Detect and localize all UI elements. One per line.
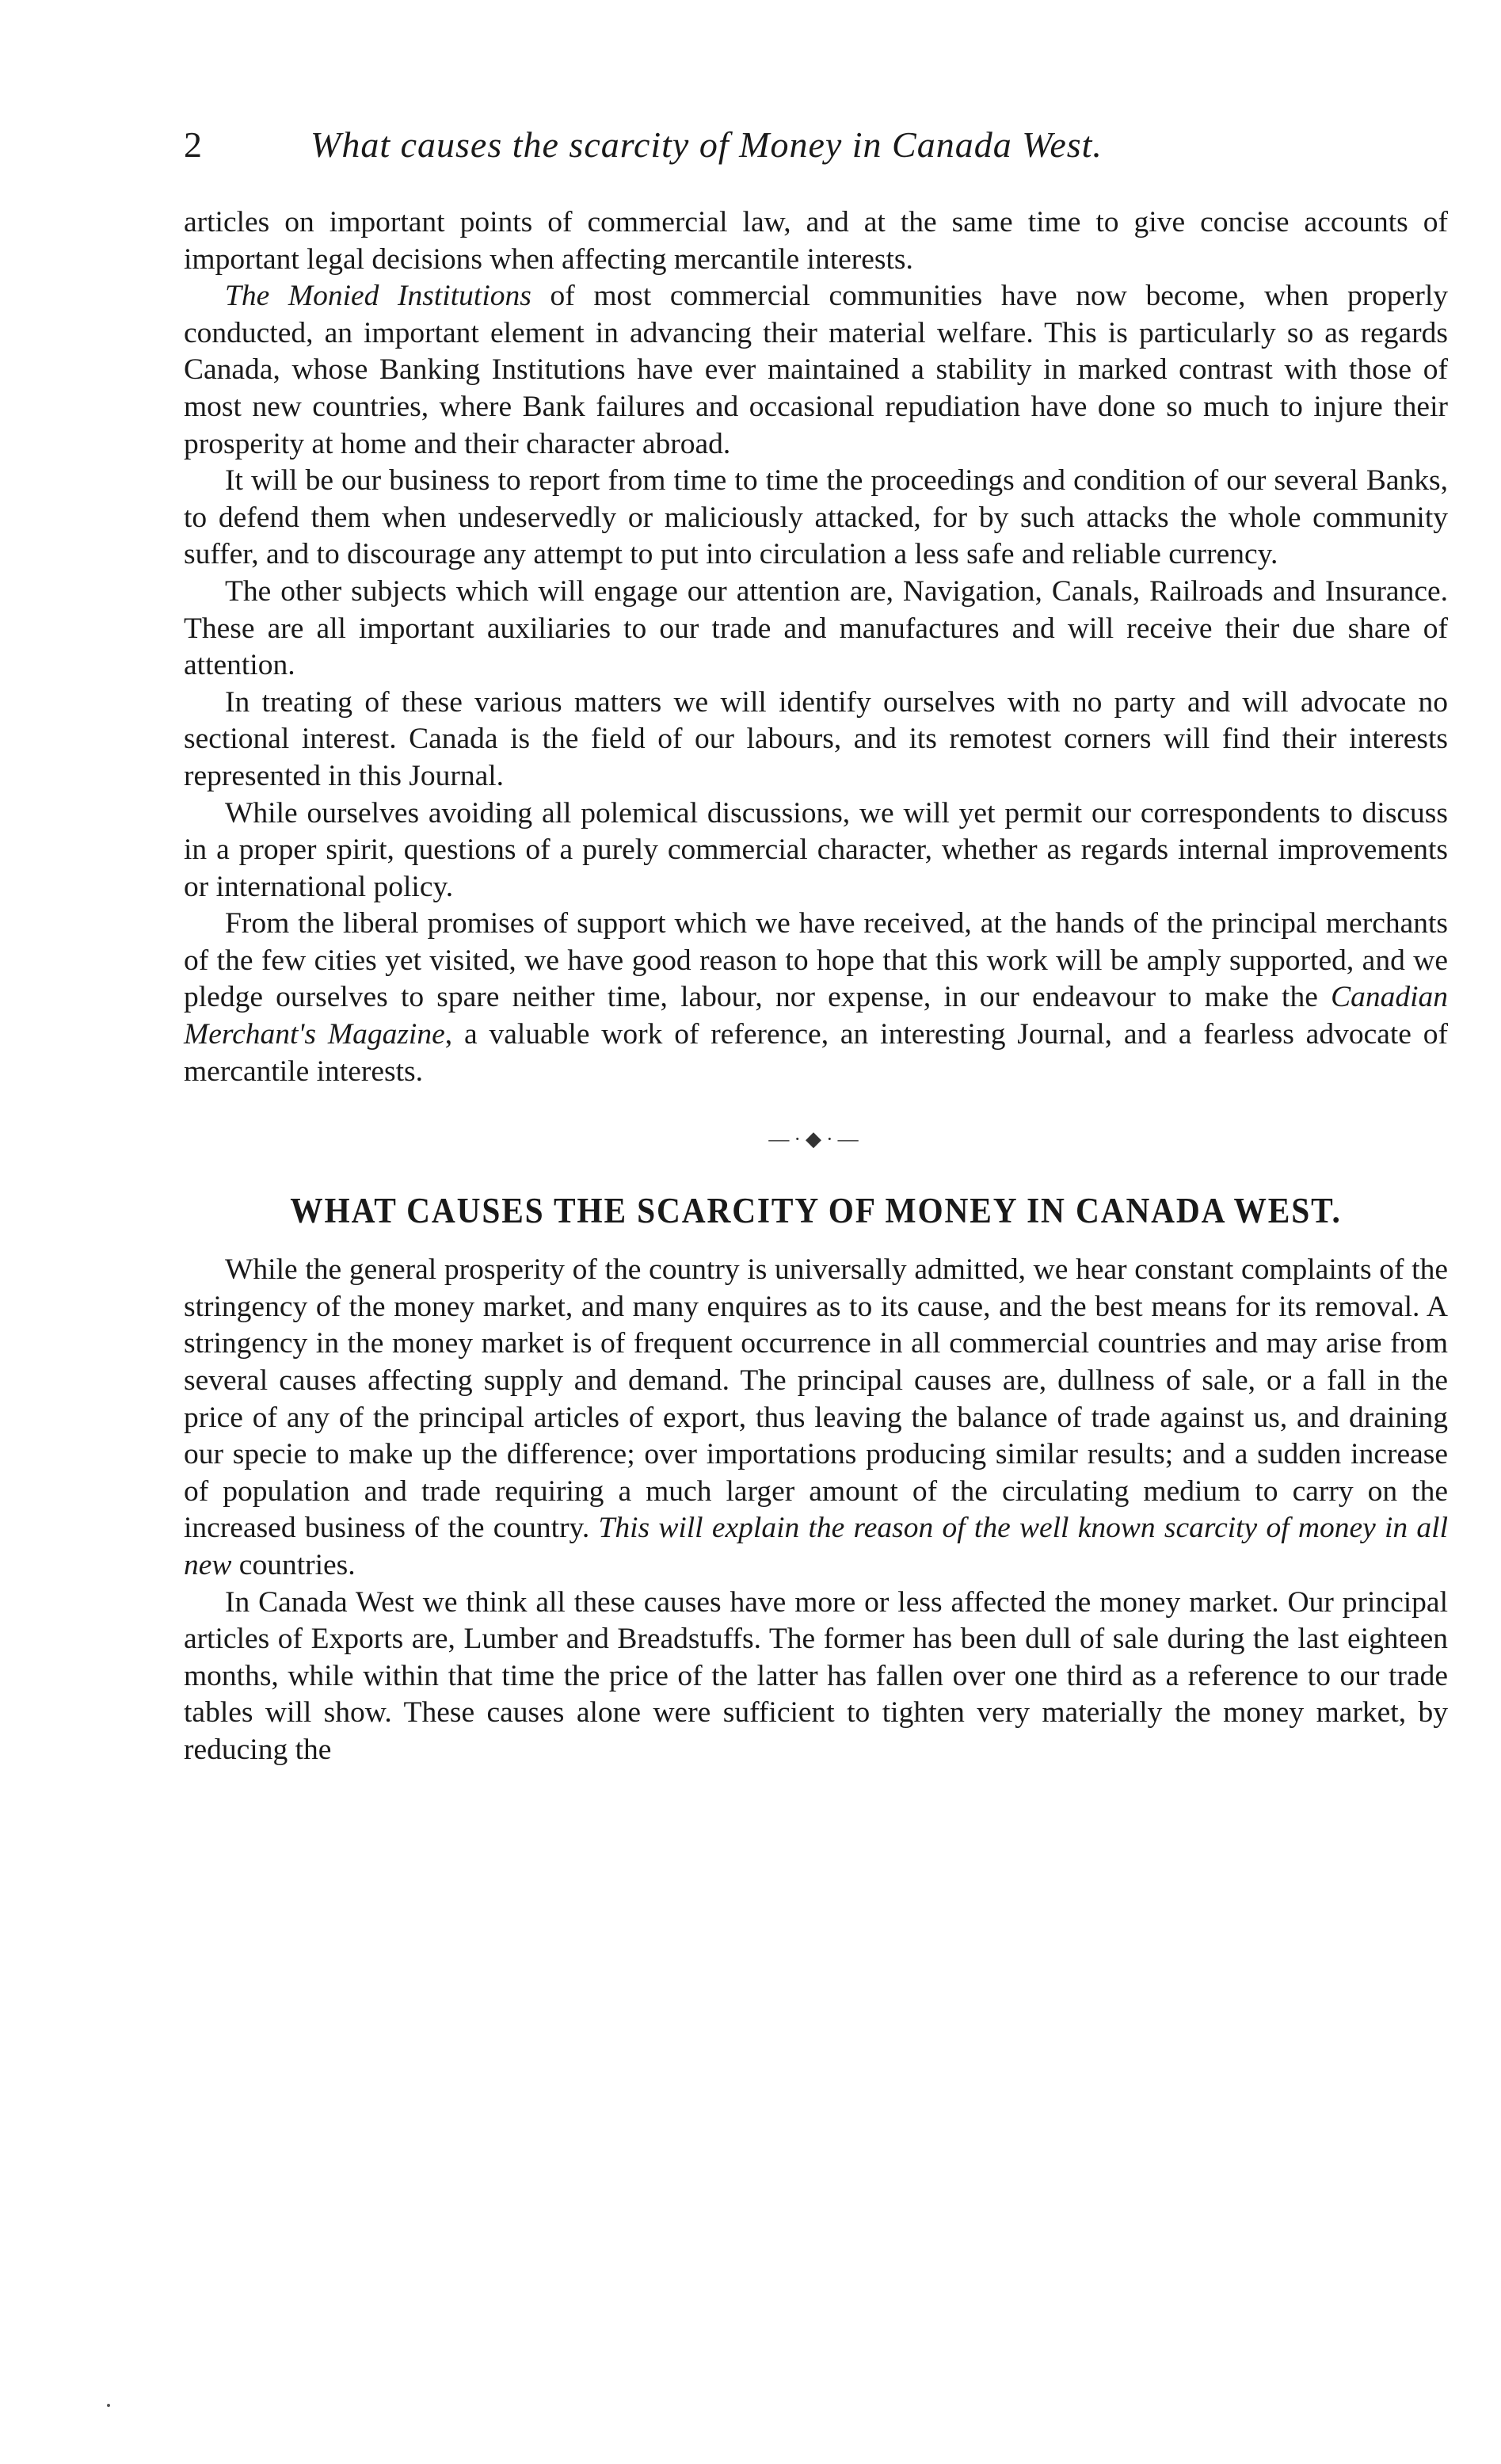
page-number: 2: [184, 124, 202, 165]
page: [184, 117, 1448, 1769]
italic-phrase: This will explain the reason of the well known scarcity of money in all new: [184, 1512, 1448, 1581]
intro-section: [184, 204, 1448, 1090]
section-divider-ornament: —·◆·—: [768, 1127, 863, 1151]
paragraph: [184, 906, 1448, 1090]
running-title: What causes the scarcity of Money in Canada West.: [310, 124, 1103, 165]
paragraph: In treating of these various matters we will identify ourselves with no party and will advocate no sectional interest. Canada is the field of our labours, and its remotest corners will find their interests represented in this Journal.: [184, 685, 1448, 792]
paragraph-text: , a valuable work of reference, an interesting Journal, and a fearless advocate of mercantile interests.: [184, 1018, 1449, 1088]
stray-ink-mark: [107, 2404, 110, 2407]
paragraph: [184, 1252, 1448, 1584]
paragraph-text: of most commercial communities have now become, when properly conducted, an important element in advancing their material welfare. This is particularly so as regards Canada, whose Banking Institutions have ever maintained a stability in marked contrast with those of most new countries, where Bank failures and occasional repudiation have done so much to injure their prosperity at home and their character abroad.: [184, 280, 1448, 460]
paragraph: The other subjects which will engage our attention are, Navigation, Canals, Railroads and Insurance. These are all important auxiliaries to our trade and manufactures and will receive their due share of attention.: [184, 574, 1448, 682]
paragraph-text: While the general prosperity of the country is universally admitted, we hear constant complaints of the stringency of the money market, and many enquires as to its cause, and the best means for its removal. A stringency in the money market is of frequent occurrence in all commercial countries and may arise from several causes affecting supply and demand. The principal causes are, dullness of sale, or a fall in the price of any of the principal articles of export, thus leaving the balance of trade against us, and draining our specie to make up the difference; over importations producing similar results; and a sudden increase of population and trade requiring a much larger amount of the circulating medium to carry on the increased business of the country.: [184, 1253, 1448, 1545]
paragraph: articles on important points of commercial law, and at the same time to give concise accounts of important legal decisions when affecting mercantile interests.: [184, 206, 1448, 276]
paragraph: It will be our business to report from time to time the proceedings and condition of our several Banks, to defend them when undeservedly or maliciously attacked, for by such attacks the whole community suffer, and to discourage any attempt to put into circulation a less safe and reliable currency.: [184, 464, 1448, 571]
paragraph: In Canada West we think all these causes have more or less affected the money market. Our principal articles of Exports are, Lumber and Breadstuffs. The former has been dull of sale during the last eighteen months, while within that time the price of the latter has fallen over one third as a reference to our trade tables will show. These causes alone were sufficient to tighten very materially the money market, by reducing the: [184, 1585, 1448, 1766]
article-body: [184, 1252, 1448, 1768]
article-heading: WHAT CAUSES THE SCARCITY OF MONEY IN CANADA WEST.: [290, 1191, 1342, 1231]
paragraph-text: From the liberal promises of support which we have received, at the hands of the principal merchants of the few cities yet visited, we have good reason to hope that this work will be amply supported, and we pledge ourselves to spare neither time, labour, nor expense, in our endeavour to make the: [184, 907, 1448, 1014]
running-head: [184, 117, 1448, 173]
italic-phrase: The Monied Institutions: [225, 280, 531, 313]
paragraph: While ourselves avoiding all polemical discussions, we will yet permit our correspondents to discuss in a proper spirit, questions of a purely commercial character, whether as regards internal improvements or international policy.: [184, 796, 1448, 903]
paragraph: [184, 278, 1448, 463]
paragraph-text: countries.: [231, 1549, 356, 1581]
italic-phrase: Canadian Merchant's Magazine: [184, 981, 1448, 1051]
